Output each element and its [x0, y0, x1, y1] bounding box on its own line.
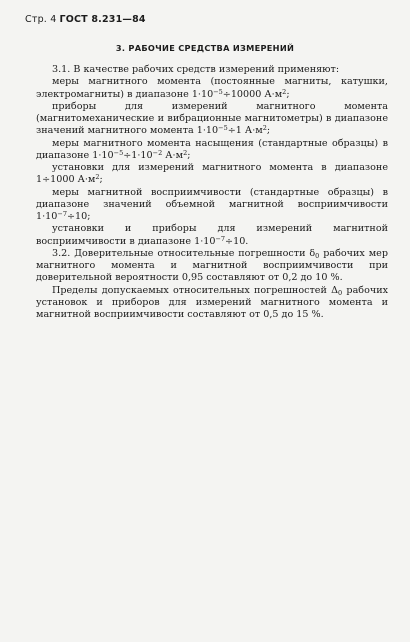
exponent: −5	[113, 148, 124, 157]
text-run: Пределы допускаемых относительных погрешностей Δ	[52, 284, 339, 296]
page-number: Стр. 4	[25, 14, 57, 25]
text-run: приборы для измерений магнитного момента (магнитомеханические и вибрационные магнитометры) в диапазоне значений магнитного момента 1·10	[36, 100, 388, 137]
text-run: ;	[99, 174, 103, 186]
text-run: 3.1. В качестве рабочих средств измерений применяют:	[52, 64, 340, 75]
page-header	[25, 14, 146, 25]
exponent: −5	[213, 87, 223, 96]
exponent: −7	[215, 234, 226, 243]
standard-number: ГОСТ 8.231—84	[59, 14, 146, 25]
text-run: рабочих мер магнитного момента и магнитной восприимчивости при доверительной вероятности 0,95 составляют от 0,2 до 10 %.	[36, 247, 388, 284]
section-title: 3. РАБОЧИЕ СРЕДСТВА ИЗМЕРЕНИЙ	[115, 43, 295, 53]
subscript: 0	[338, 288, 343, 297]
text-run: ÷1 А·м	[227, 125, 263, 137]
text-run: установки и приборы для измерений магнитной восприимчивости в диапазоне 1·10	[36, 223, 388, 247]
subscript: 0	[315, 251, 320, 260]
text-run: установки для измерений магнитного момента в диапазоне 1÷1000 А·м	[36, 162, 388, 186]
exponent: 2	[282, 87, 287, 96]
text-run: рабочих установок и приборов для измерений магнитного момента и магнитной восприимчивости составляют от 0,5 до 15 %.	[36, 284, 388, 320]
text-run: ÷1·10	[123, 149, 153, 161]
text-run: 3.2. Доверительные относительные погрешности δ	[52, 247, 316, 259]
exponent: −2	[152, 148, 163, 157]
exponent: 2	[183, 148, 188, 157]
paragraph-moment-installations	[36, 162, 388, 187]
paragraph-susceptibility-instruments	[36, 223, 388, 248]
text-run: ÷10;	[66, 211, 91, 222]
paragraph-intro	[36, 64, 388, 76]
text-run: ;	[187, 149, 191, 161]
exponent: 2	[95, 173, 100, 182]
paragraph-confidence-errors	[36, 248, 388, 285]
document-body	[36, 64, 388, 321]
exponent: −5	[218, 124, 228, 133]
exponent: 2	[262, 124, 267, 133]
text-run: ;	[286, 88, 290, 100]
paragraph-saturation-measures	[36, 138, 388, 163]
paragraph-permissible-errors	[36, 285, 388, 322]
text-run: А·м	[162, 149, 184, 161]
text-run: меры магнитного момента насыщения (стандартные образцы) в диапазоне 1·10	[36, 137, 388, 161]
text-run: меры магнитной восприимчивости (стандартные образцы) в диапазоне значений объемной магнитной восприимчивости 1·10	[36, 186, 388, 222]
paragraph-moment-measures	[36, 76, 388, 101]
text-run: меры магнитного момента (постоянные магниты, катушки, электромагниты) в диапазоне 1·10	[36, 76, 388, 100]
exponent: −7	[57, 210, 67, 218]
paragraph-susceptibility-measures	[36, 187, 388, 224]
text-run: ÷10000 А·м	[222, 88, 283, 100]
paragraph-moment-instruments	[36, 101, 388, 138]
text-run: ÷10.	[225, 235, 249, 247]
text-run: ;	[266, 125, 271, 137]
